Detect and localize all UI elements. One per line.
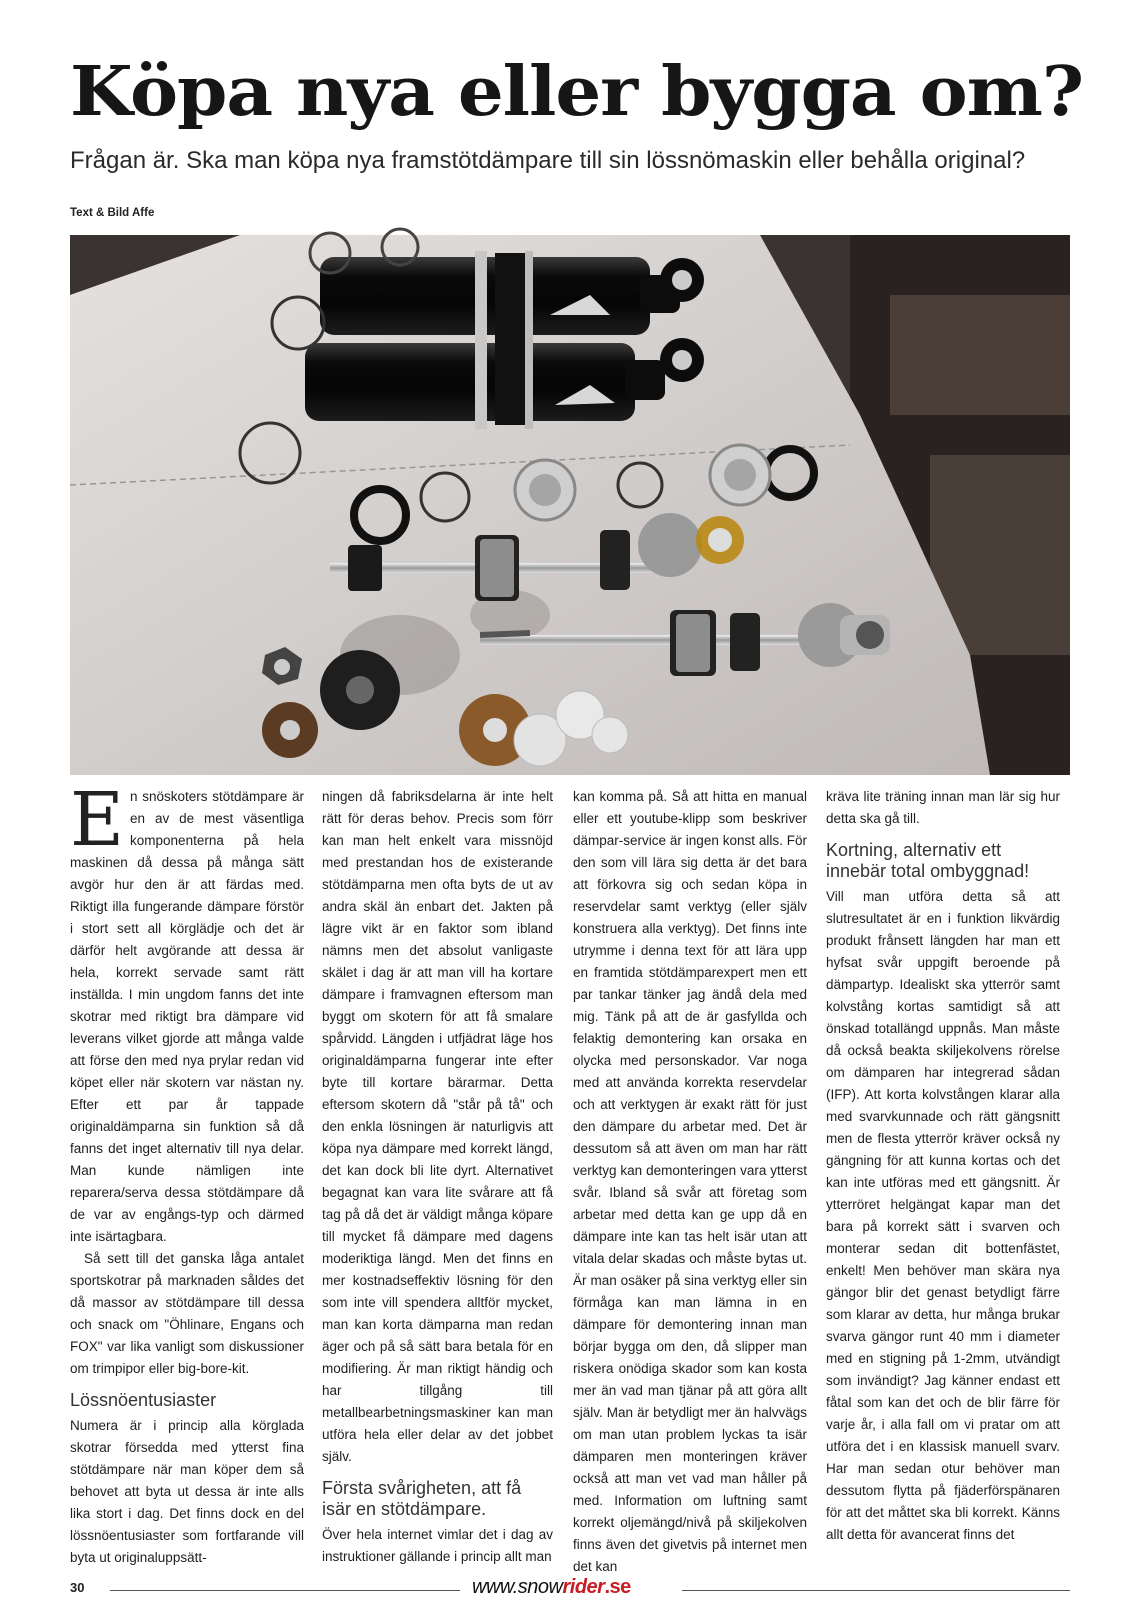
- paragraph: Över hela internet vimlar det i dag av instruktioner gällande i princip allt man: [322, 1527, 553, 1564]
- column-1: [70, 777, 304, 1565]
- column-2: [322, 786, 553, 1564]
- paragraph: Vill man utföra detta så att slutresultatet är en i funktion likvärdig produkt frånsett längden har man ett hyfsat svår uppgift beroende på dämpartyp. Idealiskt ska ytterrör samt kolvstång kortas samtidigt så att önskad totallängd uppnås. Man måste då också beakta skiljekolvens rörelse om dämparen har integrerad sådan (IFP). Att korta kolvstången klarar alla med svarvkunnade och rätt gängsnitt men de flesta ytterrör kräver också ny gängning för att kunna kortas och det kan inte utföras med ett gängsnitt. Är ytterröret helgängat kapar man det bara på korrekt sätt i svarven och monterar sedan dit bottenfästet, enkelt! Men behöver man skära nya gängor blir det genast betydligt färre som klarar av detta, hur många brukar svarva gängor runt 40 mm i diameter med en stigning på 1-2mm, utvändigt som invändigt? Jag känner endast ett fåtal som kan det och de blir färre för varje år, i alla fall om vi pratar om att utföra det i en klassisk manuell svarv. Har man sedan otur behöver man dessutom flytta på fjäderförspänaren för att det måttet ska bli korrekt. Känns allt detta för avancerat finns det: [826, 889, 1060, 1542]
- paragraph: ningen då fabriksdelarna är inte helt rätt för deras behov. Precis som förr kan man helt enkelt vara missnöjd med prestandan hos de existerande stötdämparna men ofta byts de ut av andra skäl än enbart det. Jakten på lägre vikt är en faktor som ibland nämns men det absolut vanligaste skälet i dag är att man vill ha kortare dämpare i framvagnen eftersom man byggt om skotern för att få smalare spårvidd. Längden i utfjädrat läge hos originaldämparna fungerar inte efter byte till kortare bärarmar. Detta eftersom skotern då "står på tå" och den enkla lösningen är naturligvis att köpa nya dämpare med korrekt längd, det kan dock bli lite dyrt. Alternativet begagnat kan vara lite svårare att få tag på då det är väldigt många köpare till mycket få dämpare med dagens moderiktiga längd. Men det finns en mer kostnadseffektiv lösning för den som inte vill spendera alltför mycket, man kan korta dämparna man redan äger och på så sätt bara betala för en modifiering. Är man riktigt händig och har tillgång till metallbearbetningsmaskiner kan man utföra hela eller delar av det jobbet själv.: [322, 789, 553, 1464]
- byline: Text & Bild Affe: [70, 207, 155, 219]
- article-photo: [70, 235, 1070, 775]
- column-3: [573, 786, 807, 1574]
- site-url-tld: .se: [604, 1576, 631, 1598]
- site-url-brand: rider: [562, 1576, 605, 1598]
- drop-cap: E: [70, 777, 125, 863]
- article-body: [70, 777, 1070, 1574]
- paragraph: n snöskoters stötdämpare är en av de mest väsentliga komponenterna på hela maskinen då dessa på många sätt avgör hur den är att färdas med. Riktigt illa fungerande dämpare förstör i stort sett all körglädje och det är därför helt avgörande att dessa är hela, korrekt servade samt rätt inställda. I min ungdom fanns det inte skotrar med riktigt bra dämpare vid leverans vilket gjorde att många valde att förse den med nya prylar redan vid köpet eller när skotern var nästan ny. Efter ett par år tappade originaldämparna sin funktion så då fanns det inget alternativ till nya delar. Man kunde nämligen inte reparera/serva dessa stötdämpare då de var av engångs-typ och därmed inte isärtagbara.: [70, 789, 304, 1244]
- page-number: 30: [70, 1580, 85, 1595]
- article-title: Köpa nya eller bygga om?: [70, 52, 1084, 132]
- paragraph: Numera är i princip alla körglada skotrar försedda med ytterst fina stötdämpare när man köper dem så behovet att byta ut dessa är inte alls lika stort i dag. Det finns dock en del lössnöentusiaster som fortfarande vill byta ut originaluppsätt-: [70, 1418, 304, 1565]
- column-4: [826, 786, 1060, 1544]
- section-heading: Lössnöentusiaster: [70, 1390, 217, 1410]
- paragraph: kan komma på. Så att hitta en manual eller ett youtube-klipp som beskriver dämpar-service är ingen konst alls. För den som vill lära sig detta är det bara att förkovra sig och sedan köpa in reservdelar samt verktyg (eller själv konstruera alla verktyg). Det finns inte utrymme i denna text för att lära upp en framtida stötdämparexpert men ett par tankar tänker jag ändå dela med mig. Tänk på att de är gasfyllda och felaktig demontering kan orsaka en olycka med personskador. Var noga med att använda korrekta reservdelar och att verktygen är exakt rätt för just den dämpare du arbetar med. Det är dessutom så att även om man har rätt verktyg kan demonteringen vara ytterst svår. Ibland så svår att företag som arbetar med detta kan ge upp då en dämpare inte kan tas helt isär utan att vitala delar skadas och måste bytas ut. Är man osäker på sina verktyg eller sin förmåga kan man lämna in en dämpare för demontering innan man börjar bygga om den, då slipper man riskera onödiga skador som kan kosta mer än vad man tjänar på att göra allt själv. Man är betydligt mer än halvvägs om man utan problem lyckas ta isär dämparen men monteringen kräver också att man vet vad man håller på med. Information om luftning samt korrekt oljemängd/nivå på skiljekolven finns även det givetvis på internet men det kan: [573, 789, 807, 1574]
- section-heading: Första svårigheten, att få isär en stötdämpare.: [322, 1478, 522, 1519]
- shock-parts-illustration: [70, 235, 1070, 775]
- paragraph: kräva lite träning innan man lär sig hur detta ska gå till.: [826, 789, 1060, 826]
- footer-rule-left: [110, 1590, 460, 1591]
- footer-rule-right: [682, 1590, 1070, 1591]
- article-subtitle: Frågan är. Ska man köpa nya framstötdämpare till sin lössnömaskin eller behålla original?: [70, 147, 1026, 174]
- paragraph: Så sett till det ganska låga antalet sportskotrar på marknaden såldes det då massor av stötdämpare till dessa och snack om "Öhlinare, Engans och FOX" var lika vanligt som diskussioner om trimpipor eller big-bore-kit.: [70, 1251, 304, 1376]
- section-heading: Kortning, alternativ ett innebär total ombyggnad!: [826, 840, 1030, 881]
- site-url-prefix: www.snow: [472, 1576, 563, 1598]
- page-footer: [70, 1576, 1070, 1604]
- site-url[interactable]: [472, 1576, 631, 1599]
